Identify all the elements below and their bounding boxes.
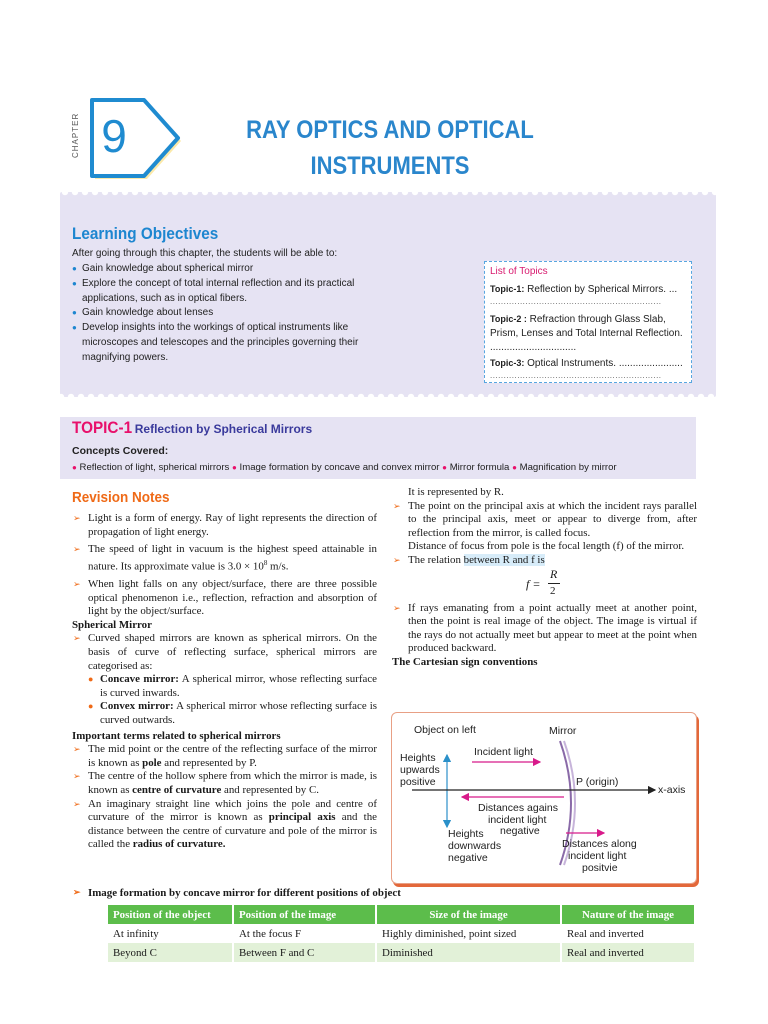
topic-entry-dots: ............................................................... [490,297,662,306]
concepts-list [72,462,698,473]
table-cell: Real and inverted [561,924,695,943]
left-column [72,512,377,852]
bullet-icon: ● [442,463,448,472]
convex-text: A spherical mirror whose reflecting surface is curved outwards. [100,700,377,726]
terms-heading: Important terms related to spherical mirrors [72,729,281,742]
topic-entry-key: Topic-1: [490,284,525,294]
topic-tag: TOPIC-1 [72,418,133,437]
table-cell: Between F and C [233,943,376,962]
speed-exponent: 8 [263,558,268,567]
distances-against-label-3: negative [500,825,540,837]
note-paragraph: Distance of focus from pole is the focal length (f) of the mirror. [408,540,685,553]
list-item: ● Gain knowledge about lenses [72,306,392,321]
learning-objectives-intro: After going through this chapter, the students will be able to: [72,248,338,259]
heights-down-label-1: Heights [448,828,484,840]
formula-denominator: 2 [550,584,556,597]
topic-entry-dots: ............................................................... [490,371,662,380]
note-paragraph: ➢ Light is a form of energy. Ray of light represents the direction of propagation of light energy. [72,512,377,539]
concept-item: Magnification by mirror [519,462,617,473]
term-keyword: radius of curvature. [132,838,226,851]
chapter-number: 9 [101,110,127,162]
term-keyword: principal axis [268,811,336,824]
table-cell: Highly diminished, point sized [376,924,561,943]
term-text: An imaginary straight line which joins the pole and centre of curvature of the mirror is known as [88,797,377,824]
speed-unit: m/s. [270,560,289,573]
note-paragraph: ➢ The point on the principal axis at which the incident rays parallel to the principal axis, meet or appear to diverge from, after reflection from the mirror, is called focus. [392,500,697,541]
image-formation-table [108,905,696,962]
object-on-left-label: Object on left [414,724,476,736]
concept-item: Reflection of light, spherical mirrors [79,462,230,473]
image-table-heading: ➢ Image formation by concave mirror for different positions of object [72,887,692,899]
concave-mirror-item [72,673,377,700]
list-item: ● Gain knowledge about spherical mirror [72,262,392,277]
topic-entry-key: Topic-2 : [490,314,527,324]
formula-lhs: f = [526,576,541,591]
column-header: Nature of the image [561,905,695,924]
topic-entry-key: Topic-3: [490,358,525,368]
table-row [108,924,695,943]
learning-objectives-heading: Learning Objectives [72,224,219,243]
term-principal-axis [72,798,377,852]
speed-text: The speed of light in vacuum is the highest speed attainable in nature. Its approximate value is 3.0 × 10 [88,543,377,573]
convex-label: Convex mirror: [100,700,174,713]
learning-objectives-list [72,262,392,366]
relation-text: The relation [408,553,464,566]
topic-entry-text: Optical Instruments. ....................... [524,358,683,369]
table-cell: At the focus F [233,924,376,943]
pole-origin-label: P (origin) [576,776,619,788]
incident-light-label: Incident light [474,746,533,758]
table-cell: Real and inverted [561,943,695,962]
heights-up-label-3: positive [400,776,436,788]
table-cell: Diminished [376,943,561,962]
term-text: and represented by C. [221,783,319,796]
concept-item: Image formation by concave and convex mirror [239,462,440,473]
x-axis-label: x-axis [658,784,686,796]
term-text: The centre of the hollow sphere from which the mirror is made, is known as [88,770,377,796]
note-paragraph: ➢ Curved shaped mirrors are known as spherical mirrors. On the basis of curve of reflecting surface, spherical mirrors are categorised as: [72,632,377,673]
term-text: and the distance between the centre of curvature and pole of the mirror is called the [88,811,377,851]
chapter-title-line-1: RAY OPTICS AND OPTICAL [246,116,534,144]
note-paragraph [72,543,377,574]
list-of-topics-box [484,261,692,383]
list-of-topics-title: List of Topics [490,266,548,277]
concept-item: Mirror formula [449,462,510,473]
column-header: Size of the image [376,905,561,924]
concave-text: A spherical mirror, whose reflecting surface is curved inwards. [100,673,377,699]
formula-numerator: R [550,566,558,581]
concepts-label: Concepts Covered: [72,445,169,457]
topic-entry-text: Reflection by Spherical Mirrors. ... [524,284,678,295]
table-header-row [108,905,695,924]
topic-name: Reflection by Spherical Mirrors [134,422,313,436]
relation-highlight: between R and f is [463,553,545,566]
term-text: and represented by P. [161,756,257,769]
bullet-icon: ● [72,463,77,472]
column-header: Position of the image [233,905,376,924]
distances-against-label-2: incident light [488,814,547,826]
sign-convention-diagram [391,712,697,884]
heights-down-label-2: downwards [448,840,502,852]
heights-up-label-2: upwards [400,764,440,776]
column-header: Position of the object [108,905,233,924]
topic-entry-3[interactable] [490,356,686,371]
note-paragraph: ➢ If rays emanating from a point actually meet at another point, then the point is real image of the object. The image is virtual if the rays do not actually meet but appear to meet at the point when produced backward. [392,602,697,656]
table-cell: Beyond C [108,943,233,962]
chapter-title [240,112,539,184]
formula-divider [548,583,560,584]
term-centre-of-curvature [72,770,377,797]
term-keyword: centre of curvature [132,783,222,796]
concave-label: Concave mirror: [100,673,179,686]
bullet-icon: ● [512,463,517,472]
distances-along-label-3: positvie [582,862,618,874]
topic-entry-text: Refraction through Glass Slab, Prism, Lenses and Total Internal Reflection. ............................... [490,314,683,353]
distances-along-label-2: incident light [568,850,627,862]
chapter-title-line-2: INSTRUMENTS [310,152,470,180]
table-row [108,943,695,962]
term-pole [72,743,377,770]
focal-length-formula [392,568,697,602]
term-keyword: pole [142,756,162,769]
bullet-icon: ● [232,463,237,472]
distances-along-label-1: Distances along [562,838,637,850]
mirror-label: Mirror [549,725,577,737]
note-paragraph: ➢ When light falls on any object/surface, there are three possible optical phenomenon i.e., reflection, refraction and absorption of light by the object/surface. [72,578,377,619]
sign-convention-svg [392,713,698,885]
right-column [392,486,697,670]
topic-heading [72,418,312,438]
topic-entry-2[interactable] [490,312,686,355]
heights-down-label-3: negative [448,852,488,864]
list-item: ● Develop insights into the workings of optical instruments like microscopes and telescopes and the principles governing their magnifying powers. [72,321,392,365]
spherical-mirror-heading: Spherical Mirror [72,618,152,631]
note-paragraph: It is represented by R. [408,486,504,498]
term-text: The mid point or the centre of the reflecting surface of the mirror is known as [88,743,377,769]
relation-paragraph [392,554,697,568]
revision-notes-heading: Revision Notes [72,489,170,506]
convex-mirror-item [72,700,377,727]
topic-entry-1[interactable] [490,282,686,297]
heights-up-label-1: Heights [400,752,436,764]
list-item: ● Explore the concept of total internal reflection and its practical applications, such as in optical fibers. [72,277,392,307]
distances-against-label-1: Distances agains [478,802,558,814]
chapter-label: CHAPTER [71,112,80,158]
cartesian-heading: The Cartesian sign conventions [392,655,538,668]
table-cell: At infinity [108,924,233,943]
